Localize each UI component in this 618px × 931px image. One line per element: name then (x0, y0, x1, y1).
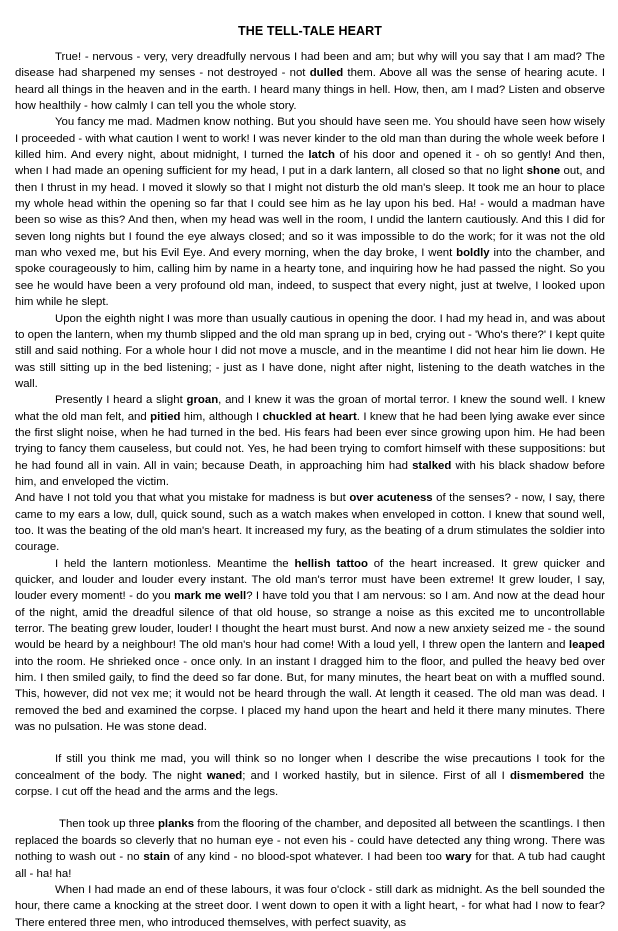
text-segment: . I knew that he had been lying awake ever since the first slight noise, when he had turned in the bed. His fears had been ever since growing upon him. He had been trying to fancy them causeless, but could not. Yes, he had been trying to comfort himself with these suppositions: but he had found all in vain. All in vain; because Death, in approaching him had (15, 410, 605, 472)
bold-word: mark me well (174, 590, 247, 603)
bold-word: hellish tattoo (294, 557, 368, 570)
text-segment: You fancy me mad. Madmen know nothing. But you should have seen me. You should have seen how wisely I proceeded - with what caution I went to work! I was never kinder to the old man than during the whole week before I killed him. And every night, about midnight, I turned the (15, 116, 605, 162)
bold-word: pitied (150, 410, 181, 423)
text-segment: I held the lantern motionless. Meantime the (55, 557, 295, 570)
paragraph-3 (15, 311, 605, 393)
text-segment: of the senses? - now, I say, there came to my ears a low, dull, quick sound, such as a watch makes when enveloped in cotton. I knew that sound well, too. It was the beating of the old man's heart. It increased my fury, as the beating of a drum stimulates the soldier into courage. (15, 492, 605, 554)
bold-word: dismembered (509, 769, 585, 782)
bold-word: boldly (456, 247, 490, 260)
paragraph-6 (15, 556, 605, 736)
text-segment: , and I knew it was the groan of mortal terror. I knew the sound well. I knew what the old man felt, and (15, 394, 605, 423)
paragraph-2 (15, 114, 605, 310)
bold-word: stain (143, 851, 170, 864)
text-segment: him, although I (180, 410, 263, 423)
bold-word: waned (206, 769, 243, 782)
text-segment: into the room. He shrieked once - once only. In an instant I dragged him to the floor, and pulled the heavy bed over him. I then smiled gaily, to find the deed so far done. But, for many minutes, the heart beat on with a muffled sound. This, however, did not vex me; it would not be heard through the wall. At length it ceased. The old man was dead. I removed the bed and examined the corpse. I placed my hand upon the heart and held it there many minutes. There was no pulsation. He was stone dead. (15, 655, 605, 734)
text-segment: ? I have told you that I am nervous: so I am. And now at the dead hour of the night, amid the dreadful silence of that old house, so strange a noise as this excited me to uncontrollable terror. The beating grew louder, louder! I thought the heart must burst. And now a new anxiety seized me - the sound would be heard by a neighbour! The old man's hour had come! With a loud yell, I threw open the lantern and (15, 590, 605, 652)
text-segment: If still you think me mad, you will think so no longer when I describe the wise precautions I took for the concealment of the body. The night (15, 753, 605, 782)
paragraph-1 (15, 49, 605, 114)
text-segment: the corpse. I cut off the head and the arms and the legs. (15, 769, 605, 799)
text-segment: them. Above all was the sense of hearing acute. I heard all things in the heaven and in the earth. I heard many things in hell. How, then, am I mad? Listen and observe how healthily - how calmly I can tell you the whole story. (15, 67, 605, 113)
paragraph-5 (15, 490, 605, 555)
bold-word: planks (157, 818, 195, 831)
text-segment: of the heart increased. It grew quicker and quicker, and louder and louder every instant. The old man's terror must have been extreme! It grew louder, I say, louder every moment! - do you (15, 557, 605, 603)
bold-word: shone (526, 165, 561, 178)
bold-word: chuckled at heart (262, 410, 357, 423)
bold-word: leaped (568, 639, 605, 652)
text-segment: Then took up three (59, 818, 158, 831)
text-segment: with his black shadow before him, and enveloped the victim. (15, 459, 605, 488)
text-segment: When I had made an end of these labours, it was four o'clock - still dark as midnight. As the bell sounded the hour, there came a knocking at the street door. I went down to open it with a light heart, - for what had I now to fear? There entered three men, who introduced themselves, with perfect suavity, as (15, 883, 605, 929)
bold-word: groan (186, 394, 219, 407)
text-segment: True! - nervous - very, very dreadfully nervous I had been and am; but why will you say that I am mad? The disease had sharpened my senses - not destroyed - not (15, 51, 605, 80)
bold-word: dulled (309, 67, 344, 80)
bold-word: wary (445, 851, 472, 864)
text-segment: ; and I worked hastily, but in silence. First of all I (242, 769, 510, 782)
paragraph-4 (15, 392, 605, 490)
bold-word: over acuteness (349, 492, 433, 505)
paragraph-7 (15, 751, 605, 800)
story-title: THE TELL-TALE HEART (237, 24, 382, 38)
text-segment: of any kind - no blood-spot whatever. I had been too (169, 851, 446, 864)
text-segment: from the flooring of the chamber, and deposited all between the scantlings. I then replaced the boards so cleverly that no human eye - not even his - could have detected any thing wrong. There was nothing to wash out - no (15, 818, 605, 864)
text-segment: of his door and opened it - oh so gently! And then, when I had made an opening sufficient for my head, I put in a dark lantern, all closed so that no light (15, 149, 606, 178)
text-segment: into the chamber, and spoke courageously to him, calling him by name in a hearty tone, and inquiring how he had passed the night. So you see he would have been a very profound old man, indeed, to suspect that every night, just at twelve, I looked upon him while he slept. (15, 247, 606, 309)
paragraph-9 (15, 882, 605, 931)
text-segment: out, and then I thrust in my head. I moved it slowly so that I might not disturb the old man's sleep. It took me an hour to place my whole head within the opening so far that I could see him as he lay upon his bed. Ha! - would a madman have been so wise as this? And then, when my head was well in the room, I undid the lantern cautiously. And this I did for seven long nights but I found the eye always closed; and so it was impossible to do the work; for it was not the old man who vexed me, but his Evil Eye. And every morning, when the day broke, I went (15, 165, 605, 260)
text-segment: Upon the eighth night I was more than usually cautious in opening the door. I had my head in, and was about to open the lantern, when my thumb slipped and the old man sprang up in bed, crying out - 'Who's there?' I kept quite still and said nothing. For a whole hour I did not move a muscle, and in the meantime I did not hear him lie down. He was still sitting up in the bed listening; - just as I have done, night after night, listening to the death watches in the wall. (15, 312, 605, 390)
paragraph-8 (15, 816, 605, 881)
text-segment: Presently I heard a slight (55, 394, 187, 407)
text-segment: for that. A tub had caught all - ha! ha! (15, 851, 605, 880)
text-segment: And have I not told you that what you mistake for madness is but (15, 492, 350, 505)
bold-word: stalked (412, 459, 452, 472)
bold-word: latch (308, 149, 335, 162)
